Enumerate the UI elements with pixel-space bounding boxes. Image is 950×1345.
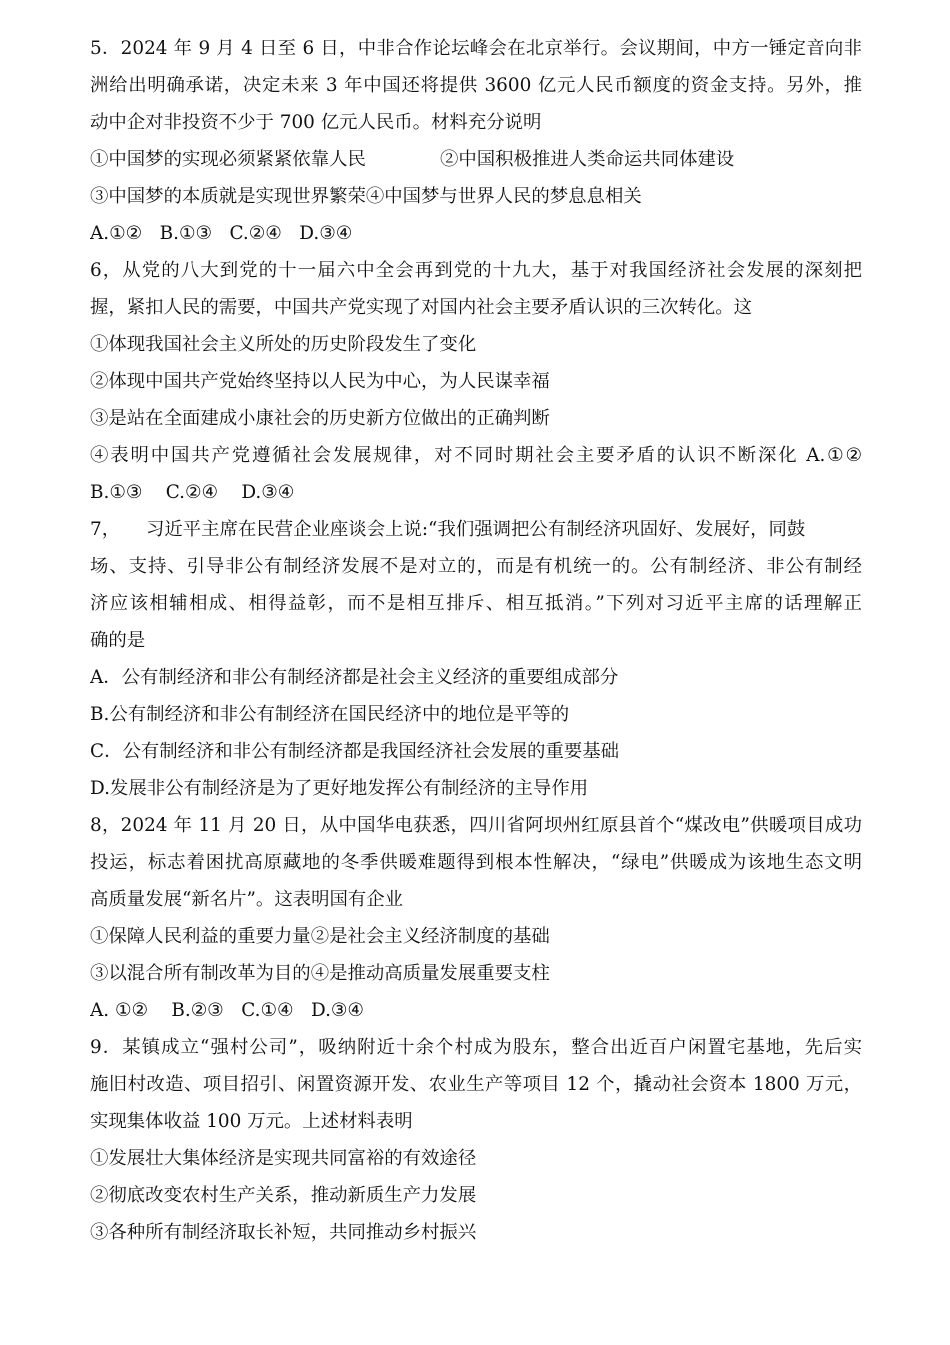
q7-stem-line-1 [90, 517, 862, 543]
q6-stem-line-2: 握，紧扣人民的需要，中国共产党实现了对国内社会主要矛盾认识的三次转化。这 [90, 297, 753, 318]
q5-stem-line-1: 5．2024 年 9 月 4 日至 6 日，中非合作论坛峰会在北京举行。会议期间，中方一锤定音向非 [90, 38, 862, 59]
q6-option-3: ③是站在全面建成小康社会的历史新方位做出的正确判断 [90, 408, 550, 429]
q5-options-row-2: ③中国梦的本质就是实现世界繁荣④中国梦与世界人民的梦息息相关 [90, 186, 642, 207]
q9-option-2: ②彻底改变农村生产关系，推动新质生产力发展 [90, 1185, 477, 1206]
q7-option-c: C．公有制经济和非公有制经济都是我国经济社会发展的重要基础 [90, 741, 620, 762]
q9-option-3: ③各种所有制经济取长补短，共同推动乡村振兴 [90, 1222, 477, 1243]
q9-stem-line-2: 施旧村改造、项目招引、闲置资源开发、农业生产等项目 12 个，撬动社会资本 1800 万元， [90, 1074, 862, 1095]
q5-options-row-1 [90, 147, 862, 173]
q5-option-1: ①中国梦的实现必须紧紧依靠人民 [90, 149, 366, 170]
q7-stem-line-3: 济应该相辅相成、相得益彰，而不是相互排斥、相互抵消。”下列对习近平主席的话理解正 [90, 593, 862, 614]
q9-stem-line-1: 9．某镇成立“强村公司”，吸纳附近十余个村成为股东，整合出近百户闲置宅基地，先后实 [90, 1037, 862, 1058]
q7-stem-line-4: 确的是 [90, 630, 146, 651]
q7-option-b: B.公有制经济和非公有制经济在国民经济中的地位是平等的 [90, 704, 570, 725]
q8-options-row-2: ③以混合所有制改革为目的④是推动高质量发展重要支柱 [90, 963, 550, 984]
q5-stem-line-3: 动中企对非投资不少于 700 亿元人民币。材料充分说明 [90, 112, 542, 133]
q9-stem-line-3: 实现集体收益 100 万元。上述材料表明 [90, 1111, 413, 1132]
q8-stem-line-3: 高质量发展“新名片”。这表明国有企业 [90, 889, 404, 910]
q6-option-4: ④表明中国共产党遵循社会发展规律，对不同时期社会主要矛盾的认识不断深化 A.①② [90, 445, 862, 466]
q6-option-2: ②体现中国共产党始终坚持以人民为中心，为人民谋幸福 [90, 371, 550, 392]
q7-stem-line-2: 场、支持、引导非公有制经济发展不是对立的，而是有机统一的。公有制经济、非公有制经 [90, 556, 862, 577]
q5-choices: A.①② B.①③ C.②④ D.③④ [90, 223, 353, 244]
q6-option-1: ①体现我国社会主义所处的历史阶段发生了变化 [90, 334, 477, 355]
q7-option-d: D.发展非公有制经济是为了更好地发挥公有制经济的主导作用 [90, 778, 589, 799]
q6-stem-line-1: 6，从党的八大到党的十一届六中全会再到党的十九大，基于对我国经济社会发展的深刻把 [90, 260, 862, 281]
q8-options-row-1: ①保障人民利益的重要力量②是社会主义经济制度的基础 [90, 926, 550, 947]
q8-stem-line-2: 投运，标志着困扰高原藏地的冬季供暖难题得到根本性解决，“绿电”供暖成为该地生态文明 [90, 852, 862, 873]
q9-option-1: ①发展壮大集体经济是实现共同富裕的有效途径 [90, 1148, 477, 1169]
q5-option-2: ②中国积极推进人类命运共同体建设 [440, 149, 735, 170]
q7-number: 7， [90, 519, 121, 540]
q7-stem-first: 习近平主席在民营企业座谈会上说:“我们强调把公有制经济巩固好、发展好，同鼓 [146, 519, 806, 540]
q8-choices: A. ①② B.②③ C.①④ D.③④ [90, 1000, 364, 1021]
q5-stem-line-2: 洲给出明确承诺，决定未来 3 年中国还将提供 3600 亿元人民币额度的资金支持。另外，推 [90, 75, 862, 96]
q7-option-a: A．公有制经济和非公有制经济都是社会主义经济的重要组成部分 [90, 667, 619, 688]
q6-choices: B.①③ C.②④ D.③④ [90, 482, 295, 503]
q8-stem-line-1: 8，2024 年 11 月 20 日，从中国华电获悉，四川省阿坝州红原县首个“煤改电”供暖项目成功 [90, 815, 862, 836]
